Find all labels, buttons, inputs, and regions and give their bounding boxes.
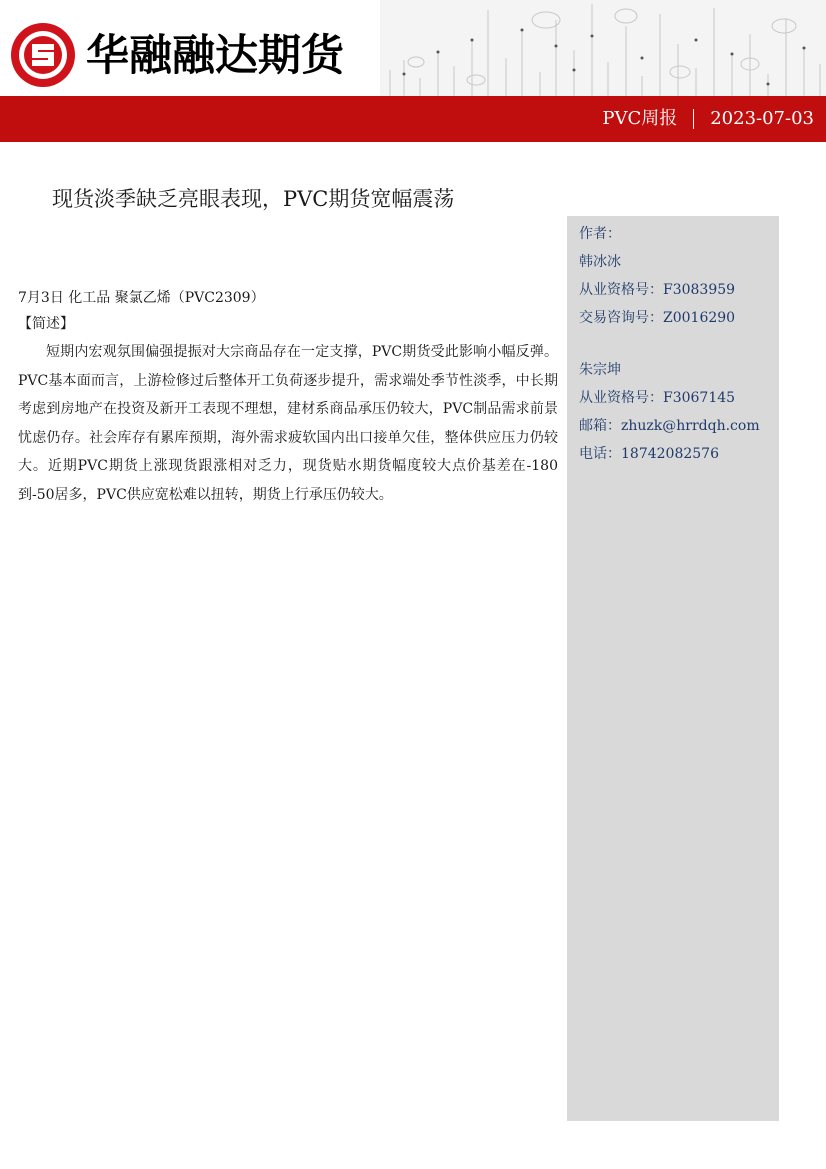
decorative-lines: [380, 0, 826, 96]
author-info: [579, 220, 779, 468]
report-date: 2023-07-03: [710, 108, 814, 129]
banner-text: [602, 96, 814, 142]
report-banner: [0, 96, 826, 142]
summary-heading: 【简述】: [18, 316, 74, 332]
hrrd-logo-icon: [10, 22, 76, 88]
author2-name: 朱宗坤: [579, 362, 621, 378]
main-content: [18, 286, 558, 509]
author1-qualification: 从业资格号：F3083959: [579, 282, 736, 298]
author-spacer: [579, 332, 779, 356]
report-type: PVC周报: [602, 108, 678, 129]
date-category-line: 7月3日 化工品 聚氯乙烯（PVC2309）: [18, 290, 265, 306]
author2-email: 邮箱：zhuzk@hrrdqh.com: [579, 418, 760, 434]
author1-name: 韩冰冰: [579, 254, 621, 270]
author2-qualification: 从业资格号：F3067145: [579, 390, 736, 406]
banner-divider: [693, 109, 694, 129]
author1-consulting: 交易咨询号：Z0016290: [579, 310, 736, 326]
author2-phone: 电话：18742082576: [579, 446, 719, 462]
author-sidebar: [567, 216, 779, 1121]
brand-name: 华融融达期货: [86, 31, 344, 81]
document-title: 现货淡季缺乏亮眼表现，PVC期货宽幅震荡: [52, 187, 455, 211]
summary-paragraph: 短期内宏观氛围偏强提振对大宗商品存在一定支撑，PVC期货受此影响小幅反弹。PVC基本面而言，上游检修过后整体开工负荷逐步提升，需求端处季节性淡季，中长期考虑到房地产在投资及新开工表现不理想，建材系商品承压仍较大，PVC制品需求前景忧虑仍存。社会库存有累库预期，海外需求疲软国内出口接单欠佳，整体供应压力仍较大。近期PVC期货上涨现货跟涨相对乏力，现货贴水期货幅度较大点价基差在-180到-50居多，PVC供应宽松难以扭转，期货上行承压仍较大。: [18, 344, 558, 503]
author-label: 作者：: [579, 226, 621, 242]
page-header: [0, 0, 826, 96]
